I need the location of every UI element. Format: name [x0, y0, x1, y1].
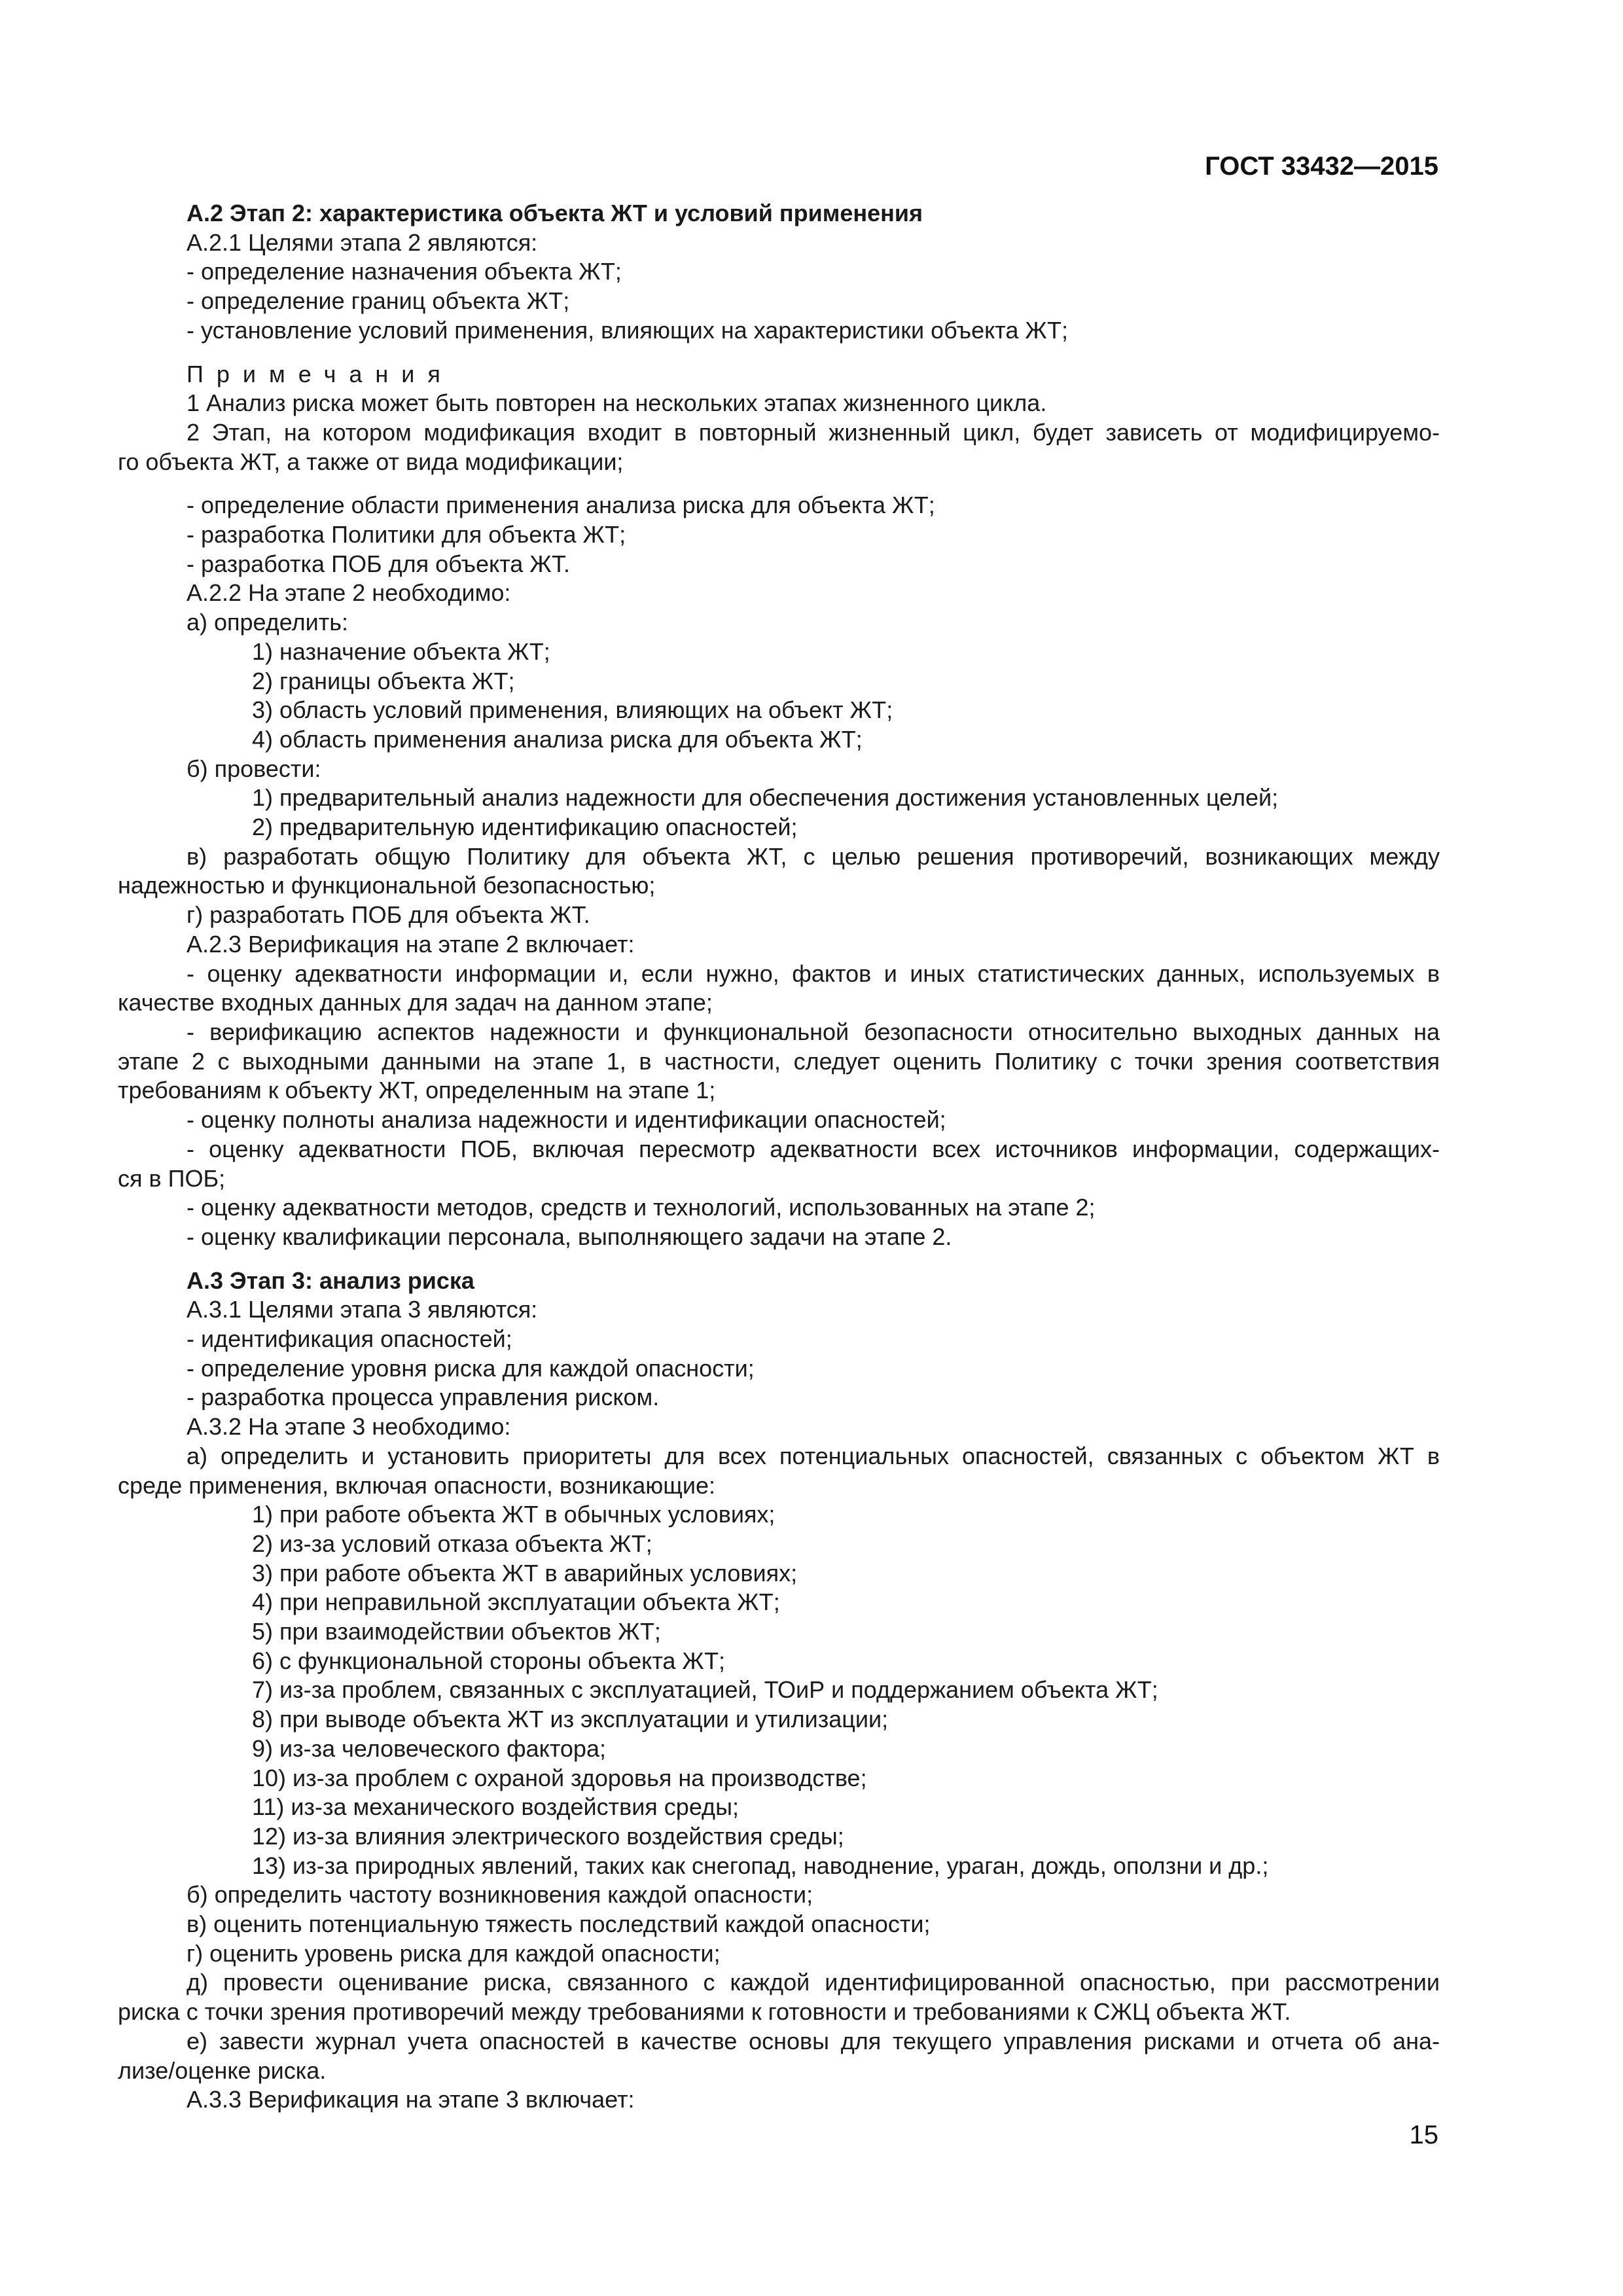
- text-line: 4) область применения анализа риска для объекта ЖТ;: [252, 725, 863, 753]
- text-line: А.2.3 Верификация на этапе 2 включает:: [187, 930, 635, 958]
- text-line: 3) область условий применения, влияющих на объект ЖТ;: [252, 696, 893, 724]
- text-line: - определение области применения анализа риска для объекта ЖТ;: [187, 492, 935, 519]
- text-line: е) завести журнал учета опасностей в качестве основы для текущего управления рисками и отчета об ана-: [187, 2027, 1440, 2054]
- text-line: лизе/оценке риска.: [118, 2056, 327, 2084]
- text-line: 10) из-за проблем с охраной здоровья на производстве;: [252, 1764, 867, 1791]
- text-line: 2 Этап, на котором модификация входит в повторный жизненный цикл, будет зависеть от модифицируемо-: [187, 418, 1440, 446]
- text-line: а) определить и установить приоритеты для всех потенциальных опасностей, связанных с объектом ЖТ в: [187, 1442, 1440, 1469]
- text-line: - установление условий применения, влияющих на характеристики объекта ЖТ;: [187, 316, 1069, 344]
- text-line: - верификацию аспектов надежности и функциональной безопасности относительно выходных данных на: [187, 1018, 1440, 1045]
- text-line: 2) из-за условий отказа объекта ЖТ;: [252, 1530, 652, 1557]
- text-line: - определение границ объекта ЖТ;: [187, 287, 570, 315]
- text-line: ся в ПОБ;: [118, 1164, 226, 1192]
- text-line: а) определить:: [187, 609, 348, 636]
- text-line: А.2.1 Целями этапа 2 являются:: [187, 228, 538, 256]
- text-line: 5) при взаимодействии объектов ЖТ;: [252, 1618, 661, 1645]
- text-line: 7) из-за проблем, связанных с эксплуатацией, ТОиР и поддержанием объекта ЖТ;: [252, 1676, 1158, 1704]
- text-line: риска с точки зрения противоречий между требованиями к готовности и требованиями к СЖЦ объекта ЖТ.: [118, 1998, 1291, 2026]
- text-line: 4) при неправильной эксплуатации объекта ЖТ;: [252, 1588, 780, 1616]
- text-line: качестве входных данных для задач на данном этапе;: [118, 989, 713, 1016]
- text-line: д) провести оценивание риска, связанного с каждой идентифицированной опасностью, при рассмотрении: [187, 1969, 1440, 1996]
- text-line: г) оценить уровень риска для каждой опасности;: [187, 1939, 721, 1967]
- text-line: 1) при работе объекта ЖТ в обычных условиях;: [252, 1501, 776, 1528]
- text-line: го объекта ЖТ, а также от вида модификации;: [118, 448, 624, 475]
- text-line: - оценку адекватности ПОБ, включая пересмотр адекватности всех источников информации, содержащих-: [187, 1135, 1440, 1162]
- text-line: 8) при выводе объекта ЖТ из эксплуатации и утилизации;: [252, 1706, 889, 1733]
- text-line: 2) границы объекта ЖТ;: [252, 667, 515, 694]
- page-number: 15: [1409, 2121, 1438, 2149]
- text-line: 12) из-за влияния электрического воздействия среды;: [252, 1822, 844, 1850]
- paragraph-gap: [118, 346, 1440, 360]
- text-line: 1 Анализ риска может быть повторен на нескольких этапах жизненного цикла.: [187, 389, 1047, 417]
- text-line: - разработка процесса управления риском.: [187, 1384, 660, 1411]
- text-line: 1) предварительный анализ надежности для обеспечения достижения установленных целей;: [252, 784, 1279, 812]
- paragraph-gap: [118, 1252, 1440, 1266]
- text-line: б) провести:: [187, 755, 321, 782]
- document-body: [118, 199, 1440, 2115]
- text-line: - разработка ПОБ для объекта ЖТ.: [187, 550, 570, 577]
- text-line: А.2.2 На этапе 2 необходимо:: [187, 579, 511, 607]
- text-line: 11) из-за механического воздействия среды;: [252, 1793, 739, 1821]
- text-line: 6) с функциональной стороны объекта ЖТ;: [252, 1647, 726, 1674]
- text-line: - оценку адекватности информации и, если нужно, фактов и иных статистических данных, используемых в: [187, 960, 1440, 987]
- text-line: 2) предварительную идентификацию опасностей;: [252, 814, 798, 841]
- text-line: среде применения, включая опасности, возникающие:: [118, 1471, 716, 1499]
- text-line: 9) из-за человеческого фактора;: [252, 1734, 606, 1762]
- text-line: - определение назначения объекта ЖТ;: [187, 258, 622, 285]
- text-line: 1) назначение объекта ЖТ;: [252, 637, 550, 665]
- notes-heading: Примечания: [187, 360, 454, 387]
- text-line: - разработка Политики для объекта ЖТ;: [187, 521, 626, 548]
- text-line: - оценку полноты анализа надежности и идентификации опасностей;: [187, 1106, 946, 1134]
- text-line: 13) из-за природных явлений, таких как снегопад, наводнение, ураган, дождь, оползни и др.;: [252, 1852, 1269, 1879]
- document-code-header: ГОСТ 33432—2015: [1205, 152, 1438, 181]
- text-line: А.3.1 Целями этапа 3 являются:: [187, 1296, 538, 1323]
- section-heading: А.2 Этап 2: характеристика объекта ЖТ и условий применения: [187, 200, 923, 226]
- section-heading: А.3 Этап 3: анализ риска: [187, 1266, 474, 1294]
- text-line: в) оценить потенциальную тяжесть последствий каждой опасности;: [187, 1910, 931, 1938]
- text-line: А.3.2 На этапе 3 необходимо:: [187, 1413, 511, 1441]
- text-line: в) разработать общую Политику для объекта ЖТ, с целью решения противоречий, возникающих между: [187, 842, 1440, 870]
- text-line: А.3.3 Верификация на этапе 3 включает:: [187, 2086, 635, 2113]
- text-line: - определение уровня риска для каждой опасности;: [187, 1354, 755, 1382]
- text-line: - оценку адекватности методов, средств и технологий, использованных на этапе 2;: [187, 1194, 1096, 1221]
- text-line: б) определить частоту возникновения каждой опасности;: [187, 1881, 813, 1909]
- text-line: надежностью и функциональной безопасностью;: [118, 872, 656, 899]
- text-line: - идентификация опасностей;: [187, 1325, 512, 1353]
- paragraph-gap: [118, 476, 1440, 491]
- text-line: требованиям к объекту ЖТ, определенным на этапе 1;: [118, 1077, 716, 1104]
- text-line: 3) при работе объекта ЖТ в аварийных условиях;: [252, 1559, 798, 1587]
- text-line: этапе 2 с выходными данными на этапе 1, в частности, следует оценить Политику с точки зрения соответствия: [118, 1047, 1440, 1075]
- text-line: г) разработать ПОБ для объекта ЖТ.: [187, 901, 590, 929]
- text-line: - оценку квалификации персонала, выполняющего задачи на этапе 2.: [187, 1223, 952, 1250]
